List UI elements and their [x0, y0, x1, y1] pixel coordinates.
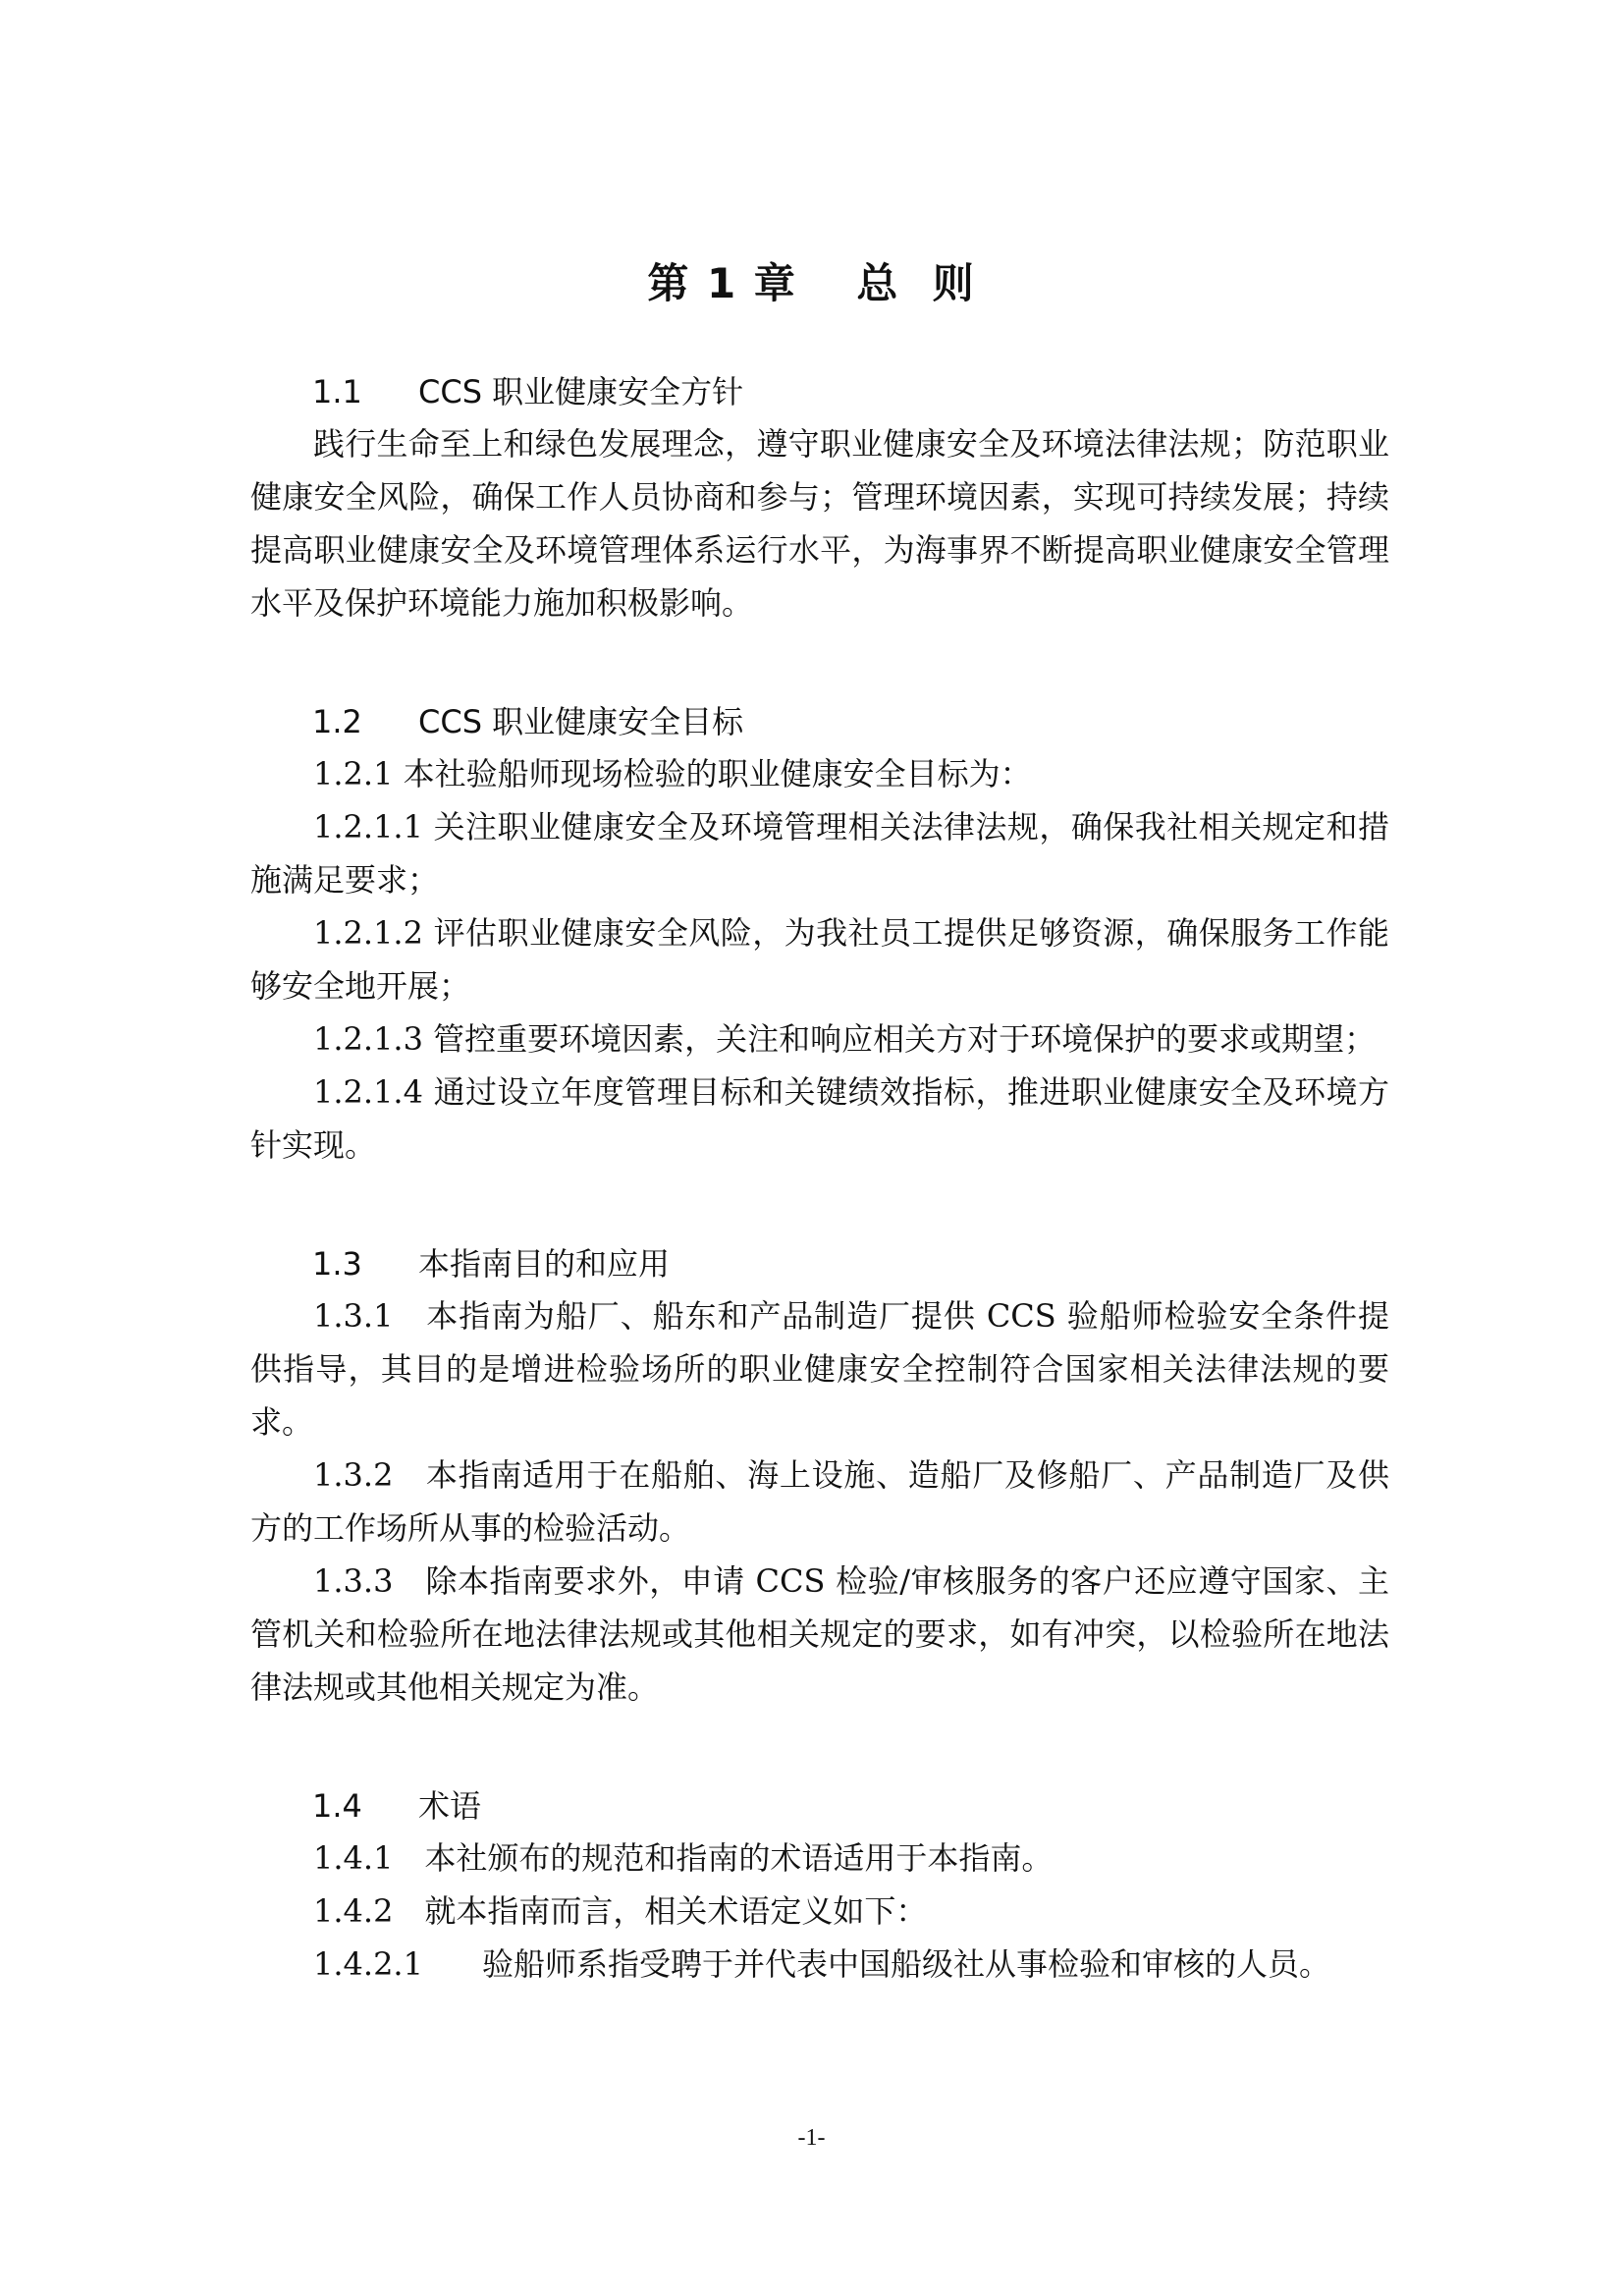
paragraph-1-3-1: 1.3.1 本指南为船厂、船东和产品制造厂提供 CCS 验船师检验安全条件提供指导，其目的是增进检验场所的职业健康安全控制符合国家相关法律法规的要求。: [250, 1297, 1389, 1441]
paragraph-1-2-1-4: 1.2.1.4 通过设立年度管理目标和关键绩效指标，推进职业健康安全及环境方针实现。: [250, 1073, 1389, 1164]
section-number: 1.4: [312, 1787, 362, 1825]
paragraph-1-4-2: 1.4.2 就本指南而言，相关术语定义如下：: [313, 1892, 928, 1930]
paragraph-1-4-2-1: [250, 1938, 1389, 1991]
section-heading-1-4: [312, 1780, 1389, 1831]
section-title: CCS 职业健康安全目标: [418, 703, 744, 740]
section-gap: [250, 1714, 1389, 1780]
paragraph-1-3-2: 1.3.2 本指南适用于在船舶、海上设施、造船厂及修船厂、产品制造厂及供方的工作场所从事的检验活动。: [250, 1456, 1389, 1547]
section-heading-1-2: [312, 696, 1389, 747]
section-gap: [250, 1172, 1389, 1238]
paragraph-1-3-3: 1.3.3 除本指南要求外，申请 CCS 检验/审核服务的客户还应遵守国家、主管机关和检验所在地法律法规或其他相关规定的要求，如有冲突，以检验所在地法律法规或其他相关规定为准。: [250, 1562, 1389, 1706]
term-number: 1.4.2.1: [313, 1945, 423, 1983]
paragraph-1-2-1: 1.2.1 本社验船师现场检验的职业健康安全目标为：: [313, 755, 1032, 793]
section-number: 1.2: [312, 703, 362, 740]
paragraph-1-2-1-2: 1.2.1.2 评估职业健康安全风险，为我社员工提供足够资源，确保服务工作能够安全地开展；: [250, 914, 1389, 1005]
paragraph-1-2-1-3: 1.2.1.3 管控重要环境因素，关注和响应相关方对于环境保护的要求或期望；: [313, 1020, 1377, 1058]
paragraph-1-2-1-1: 1.2.1.1 关注职业健康安全及环境管理相关法律法规，确保我社相关规定和措施满足要求；: [250, 808, 1389, 899]
section-number: 1.1: [312, 373, 362, 410]
paragraph-1-4-1: 1.4.1 本社颁布的规范和指南的术语适用于本指南。: [313, 1839, 1054, 1877]
document-body: [250, 366, 1389, 1991]
page-number: -1-: [797, 2125, 826, 2151]
paragraph-policy: 践行生命至上和绿色发展理念，遵守职业健康安全及环境法律法规；防范职业健康安全风险，确保工作人员协商和参与；管理环境因素，实现可持续发展；持续提高职业健康安全及环境管理体系运行水平，为海事界不断提高职业健康安全管理水平及保护环境能力施加积极影响。: [250, 425, 1389, 622]
term-definition: 验船师系指受聘于并代表中国船级社从事检验和审核的人员。: [482, 1945, 1331, 1983]
section-heading-1-3: [312, 1238, 1389, 1289]
section-number: 1.3: [312, 1245, 362, 1283]
section-title: CCS 职业健康安全方针: [418, 373, 744, 410]
chapter-title: 第 1 章 总 则: [647, 259, 976, 307]
section-gap: [250, 629, 1389, 696]
section-title: 本指南目的和应用: [418, 1245, 671, 1283]
section-title: 术语: [418, 1787, 482, 1825]
section-heading-1-1: [312, 366, 1389, 417]
